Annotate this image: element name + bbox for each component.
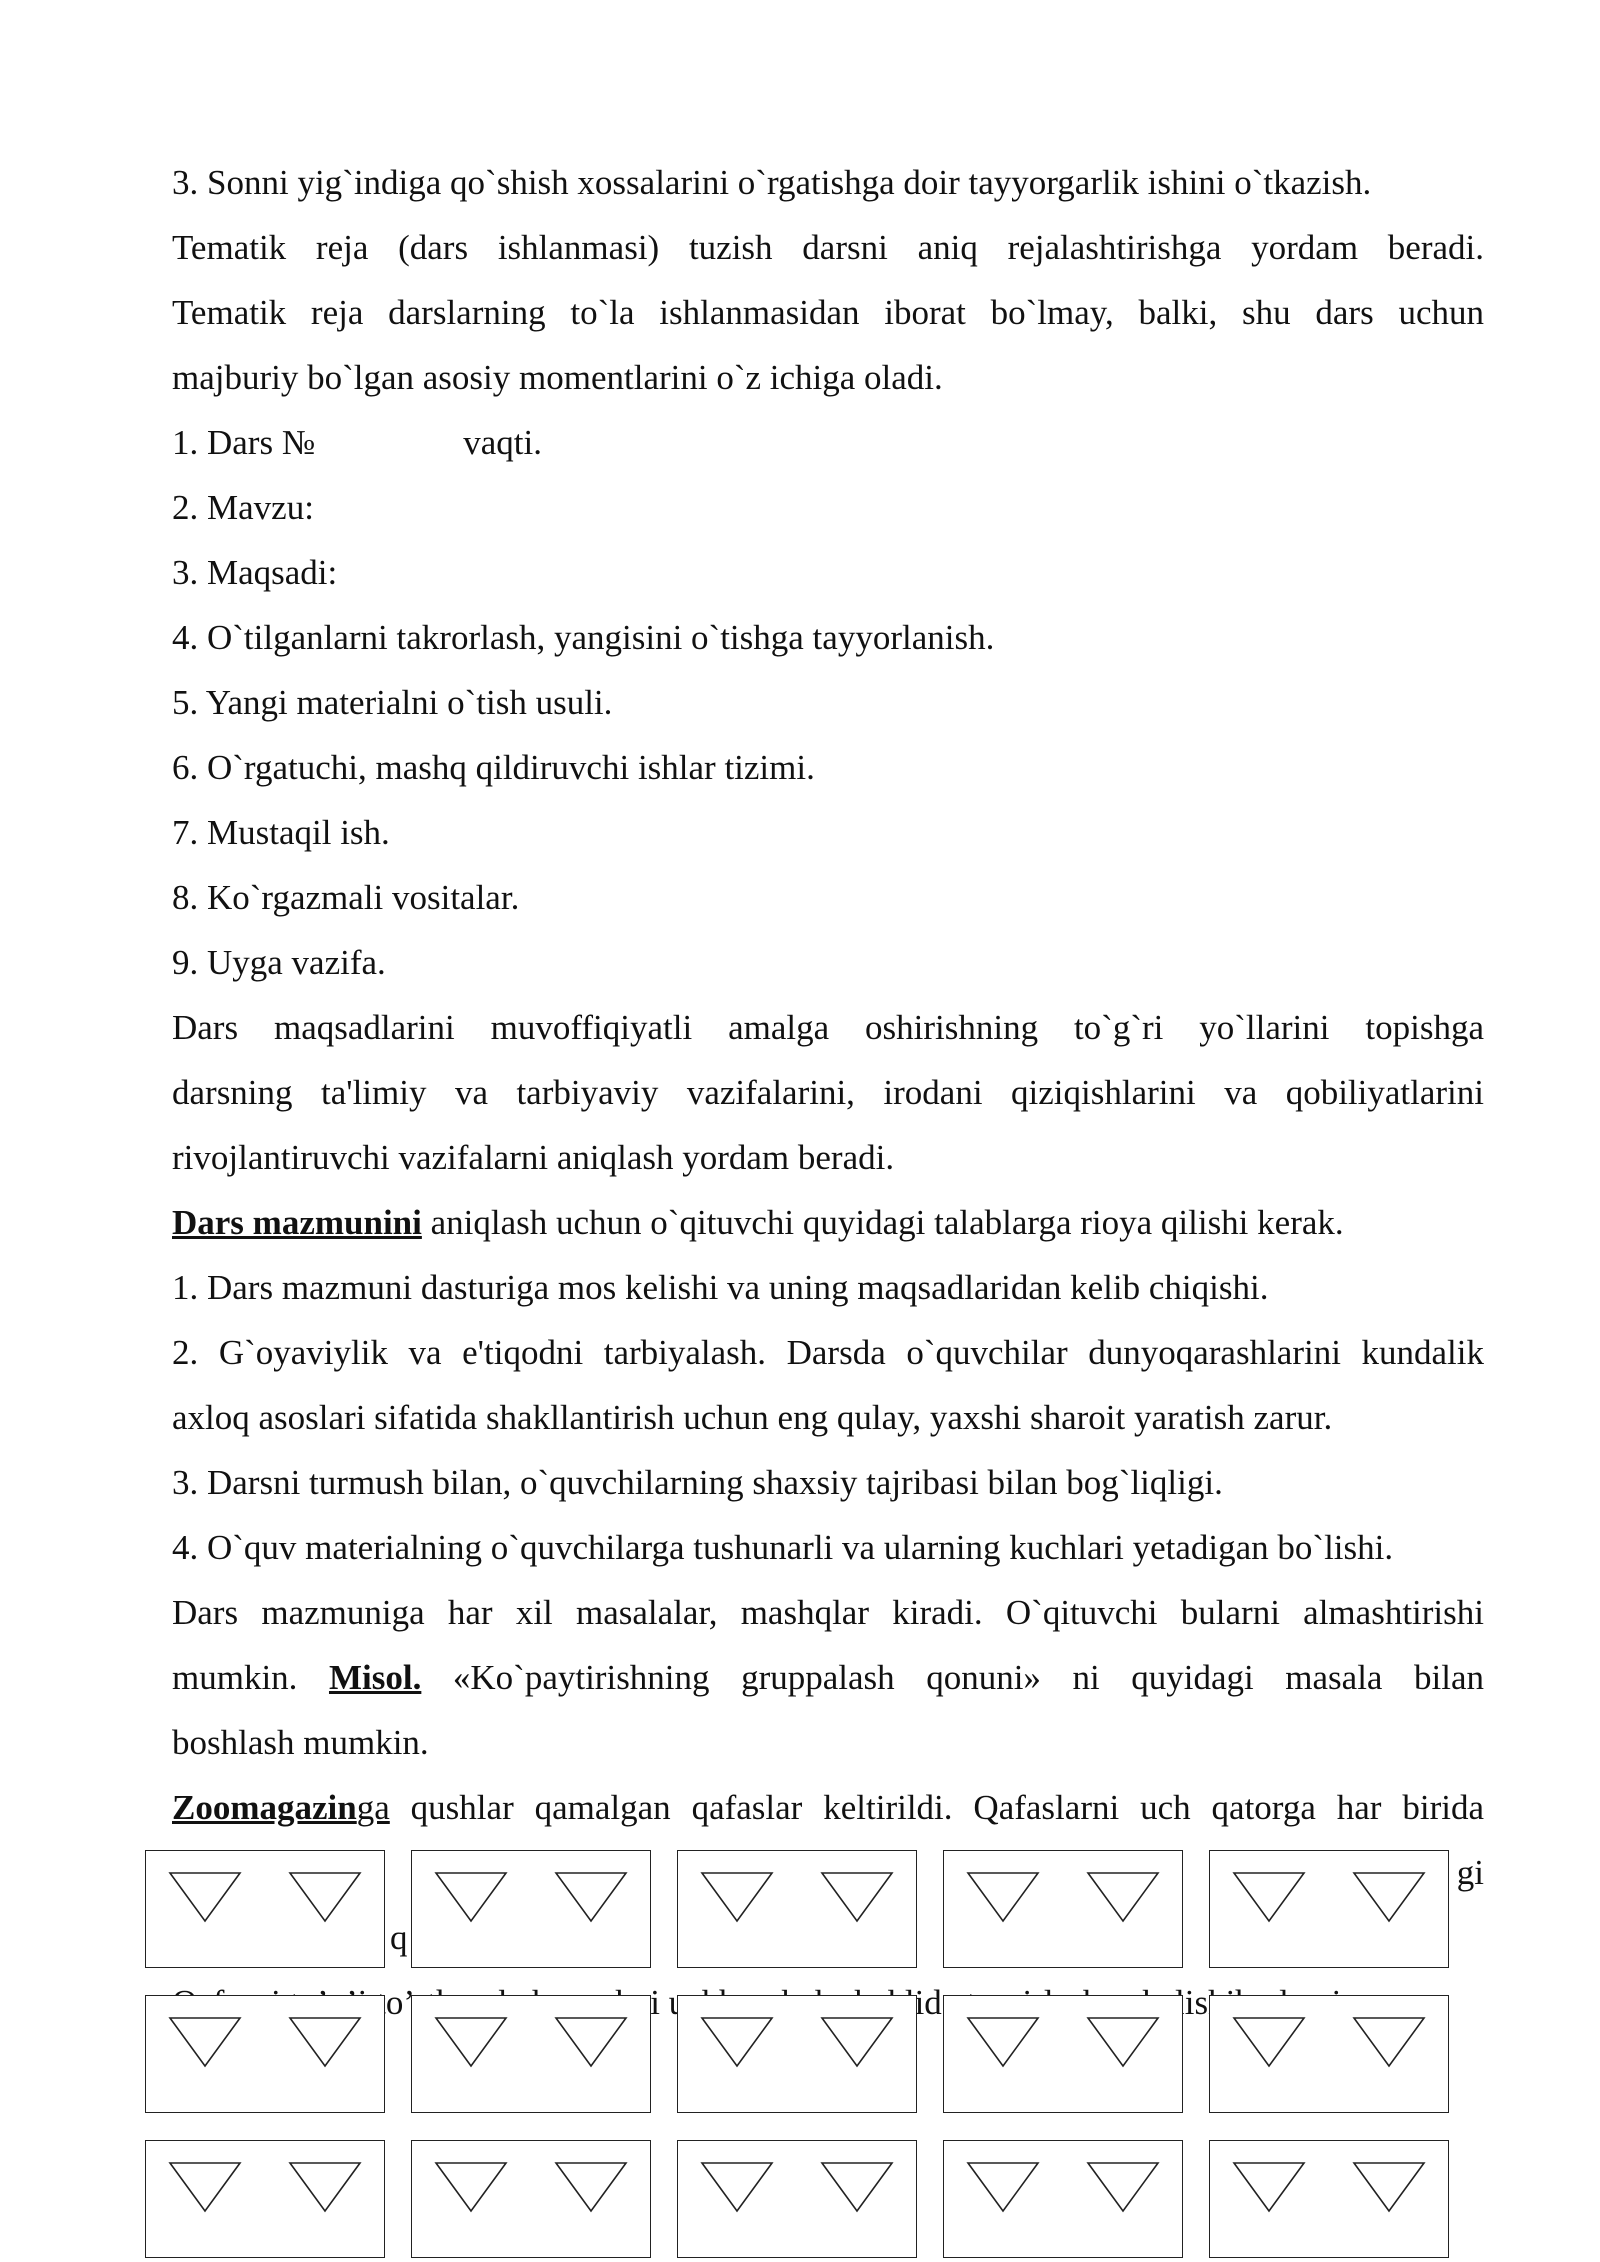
bird-triangle-icon (1354, 2018, 1424, 2066)
text-line: Tematik reja (dars ishlanmasi) tuzish darsni aniq rejalashtirishga yordam beradi. (172, 228, 1484, 267)
text-line: darsning ta'limiy va tarbiyaviy vazifalarini, irodani qiziqishlarini va qobiliyatlarini (172, 1073, 1484, 1112)
example-heading: Misol. (328, 1658, 422, 1697)
cage-drawing (1210, 2141, 1450, 2259)
text-line: boshlash mumkin. (172, 1723, 429, 1762)
lesson-number-label: 1. Dars № (172, 423, 316, 462)
bird-triangle-icon (1234, 1873, 1304, 1921)
cage-rectangle (411, 1995, 651, 2113)
goal-label: 3. Maqsadi: (172, 553, 338, 592)
bird-triangle-icon (1234, 2163, 1304, 2211)
bird-triangle-icon (436, 1873, 506, 1921)
cage-drawing (146, 1851, 386, 1969)
cage-rectangle (943, 1995, 1183, 2113)
lesson-content-heading: Dars mazmunini (172, 1203, 422, 1242)
text-line: Dars mazmunini aniqlash uchun o`qituvchi quyidagi talablarga rioya qilishi kerak. (172, 1203, 1344, 1242)
cage-drawing (944, 1851, 1184, 1969)
bird-triangle-icon (968, 2163, 1038, 2211)
cage-drawing (944, 2141, 1184, 2259)
bird-triangle-icon (968, 2018, 1038, 2066)
cage-drawing (146, 1996, 386, 2114)
cage-rectangle (145, 1850, 385, 1968)
bird-triangle-icon (290, 1873, 360, 1921)
cage-rectangle (943, 2140, 1183, 2258)
text-line: majburiy bo`lgan asosiy momentlarini o`z ichiga oladi. (172, 358, 943, 397)
text-line: axloq asoslari sifatida shakllantirish uchun eng qulay, yaxshi sharoit yaratish zarur. (172, 1398, 1333, 1437)
lesson-time-label: vaqti. (463, 423, 542, 462)
bird-triangle-icon (170, 1873, 240, 1921)
requirement-item: 4. O`quv materialning o`quvchilarga tushunarli va ularning kuchlari yetadigan bo`lishi. (172, 1528, 1394, 1567)
requirement-item: 2. G`oyaviylik va e'tiqodni tarbiyalash. Darsda o`quvchilar dunyoqarashlarini kundalik (172, 1333, 1484, 1372)
text-line: Zoomagazinga qushlar qamalgan qafaslar keltirildi. Qafaslarni uch qatorga har birida (172, 1788, 1484, 1827)
cage-rectangle (677, 1995, 917, 2113)
bird-triangle-icon (702, 2018, 772, 2066)
cage-rectangle (1209, 2140, 1449, 2258)
cage-rectangle (145, 1995, 385, 2113)
cage-drawing (412, 1996, 652, 2114)
bird-triangle-icon (556, 1873, 626, 1921)
bird-triangle-icon (436, 2163, 506, 2211)
bird-triangle-icon (1088, 2163, 1158, 2211)
plan-item: 9. Uyga vazifa. (172, 943, 386, 982)
cage-drawing (412, 1851, 652, 1969)
bird-triangle-icon (702, 2163, 772, 2211)
bird-triangle-icon (1354, 2163, 1424, 2211)
requirement-item: 1. Dars mazmuni dasturiga mos kelishi va uning maqsadlaridan kelib chiqishi. (172, 1268, 1269, 1307)
bird-triangle-icon (702, 1873, 772, 1921)
text-line: gi (1456, 1853, 1484, 1892)
cage-rectangle (677, 2140, 917, 2258)
bird-triangle-icon (436, 2018, 506, 2066)
cage-drawing (1210, 1996, 1450, 2114)
cage-rectangle (943, 1850, 1183, 1968)
cage-rectangle (1209, 1850, 1449, 1968)
bird-triangle-icon (170, 2163, 240, 2211)
plan-item: 4. O`tilganlarni takrorlash, yangisini o`tishga tayyorlanish. (172, 618, 995, 657)
cage-rectangle (411, 1850, 651, 1968)
plan-item: 6. O`rgatuchi, mashq qildiruvchi ishlar tizimi. (172, 748, 815, 787)
bird-triangle-icon (1088, 1873, 1158, 1921)
zoo-shop-heading: Zoomagazin (172, 1788, 357, 1827)
bird-triangle-icon (290, 2018, 360, 2066)
cage-drawing (944, 1996, 1184, 2114)
bird-triangle-icon (170, 2018, 240, 2066)
bird-triangle-icon (822, 2163, 892, 2211)
bird-triangle-icon (556, 2163, 626, 2211)
document-body (172, 150, 1484, 2035)
plan-item: 5. Yangi materialni o`tish usuli. (172, 683, 613, 722)
bird-triangle-icon (968, 1873, 1038, 1921)
cage-drawing (678, 2141, 918, 2259)
text-line: Dars mazmuniga har xil masalalar, mashqlar kiradi. O`qituvchi bularni almashtirishi (172, 1593, 1484, 1632)
requirement-item: 3. Darsni turmush bilan, o`quvchilarning shaxsiy tajribasi bilan bog`liqligi. (172, 1463, 1223, 1502)
plan-item: 8. Ko`rgazmali vositalar. (172, 878, 520, 917)
text-line: Dars maqsadlarini muvoffiqiyatli amalga oshirishning to`g`ri yo`llarini topishga (172, 1008, 1484, 1047)
text-line: kelishib (1142, 1983, 1253, 2022)
bird-triangle-icon (1088, 2018, 1158, 2066)
bird-triangle-icon (822, 1873, 892, 1921)
cage-rectangle (1209, 1995, 1449, 2113)
cage-rectangle (677, 1850, 917, 1968)
cage-drawing (1210, 1851, 1450, 1969)
cage-drawing (678, 1851, 918, 1969)
text-line: mumkin. Misol. «Ko`paytirishning gruppalash qonuni» ni quyidagi masala bilan (172, 1658, 1484, 1697)
bird-triangle-icon (1234, 2018, 1304, 2066)
cage-rectangle (411, 2140, 651, 2258)
text-line: 3. Sonni yig`indiga qo`shish xossalarini o`rgatishga doir tayyorgarlik ishini o`tkazish. (172, 163, 1372, 202)
text-line (172, 410, 1484, 475)
cages-figure (145, 1850, 1455, 2262)
bird-triangle-icon (822, 2018, 892, 2066)
cage-drawing (146, 2141, 386, 2259)
cage-rectangle (145, 2140, 385, 2258)
cage-drawing (412, 2141, 652, 2259)
bird-triangle-icon (1354, 1873, 1424, 1921)
bird-triangle-icon (290, 2163, 360, 2211)
text-line: q (390, 1918, 408, 1957)
topic-label: 2. Mavzu: (172, 488, 314, 527)
plan-item: 7. Mustaqil ish. (172, 813, 390, 852)
text-line: Tematik reja darslarning to`la ishlanmasidan iborat bo`lmay, balki, shu dars uchun (172, 293, 1484, 332)
bird-triangle-icon (556, 2018, 626, 2066)
text-line: rivojlantiruvchi vazifalarni aniqlash yordam beradi. (172, 1138, 895, 1177)
cage-drawing (678, 1996, 918, 2114)
